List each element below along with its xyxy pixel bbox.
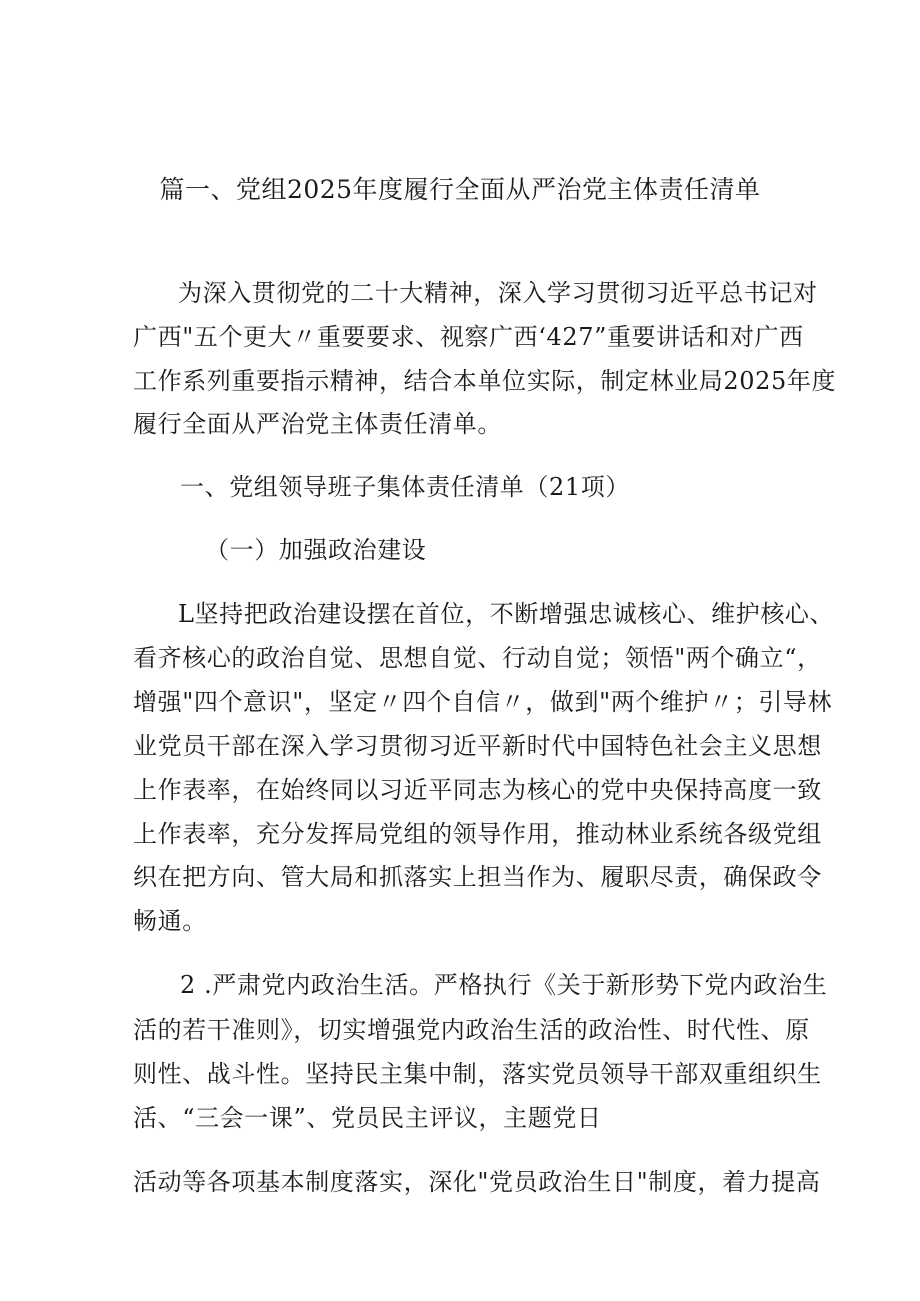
- item1-line: 看齐核心的政治自觉、思想自觉、行动自觉；领悟"两个确立“，: [133, 644, 822, 672]
- intro-line: 广西"五个更大〃重要要求、视察广西‘427”重要讲话和对广西: [133, 323, 804, 351]
- document-title: 篇一、党组2025年度履行全面从严治党主体责任清单: [159, 175, 761, 204]
- section-heading: 一、党组领导班子集体责任清单（21项）: [180, 473, 630, 501]
- subsection-heading: （一）加强政治建设: [205, 536, 427, 564]
- item1-line: 畅通。: [133, 907, 207, 935]
- item1-line: 上作表率，在始终同以习近平同志为核心的党中央保持高度一致: [133, 776, 822, 804]
- continuation-line: 活动等各项基本制度落实，深化"党员政治生日"制度，着力提高: [133, 1168, 821, 1196]
- item2-line: 2 .严肃党内政治生活。严格执行《关于新形势下党内政治生: [180, 971, 828, 999]
- item1-line: 上作表率，充分发挥局党组的领导作用，推动林业系统各级党组: [133, 820, 822, 848]
- item1-line: 织在把方向、管大局和抓落实上担当作为、履职尽责，确保政令: [133, 863, 822, 891]
- intro-line: 为深入贯彻党的二十大精神，深入学习贯彻习近平总书记对: [178, 279, 818, 307]
- intro-line: 工作系列重要指示精神，结合本单位实际，制定林业局2025年度: [133, 367, 837, 395]
- item1-line: L坚持把政治建设摆在首位，不断增强忠诚核心、维护核心、: [178, 600, 835, 628]
- item1-line: 增强"四个意识"，坚定〃四个自信〃，做到"两个维护〃；引导林: [133, 688, 833, 716]
- item2-line: 活的若干准则》，切实增强党内政治生活的政治性、时代性、原: [133, 1016, 810, 1044]
- item2-line: 活、“三会一课”、党员民主评议，主题党日: [133, 1104, 602, 1132]
- item2-line: 则性、战斗性。坚持民主集中制，落实党员领导干部双重组织生: [133, 1060, 822, 1088]
- intro-line: 履行全面从严治党主体责任清单。: [133, 410, 502, 438]
- item1-line: 业党员干部在深入学习贯彻习近平新时代中国特色社会主义思想: [133, 732, 822, 760]
